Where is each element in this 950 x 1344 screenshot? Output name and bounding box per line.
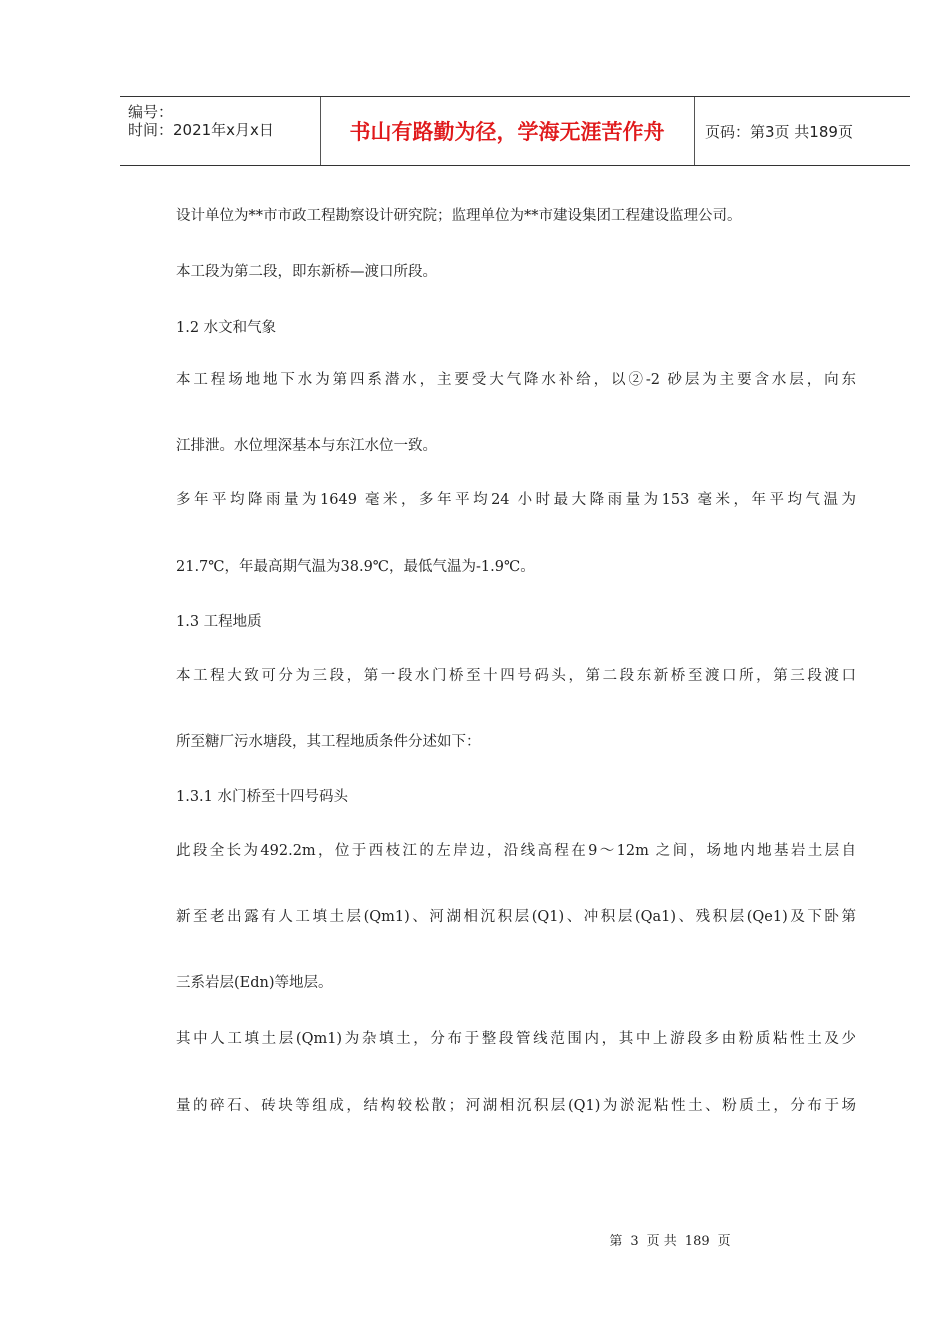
section-heading: 1.2 水文和气象 <box>176 320 277 336</box>
page-footer <box>0 1230 950 1249</box>
body-line: 本工段为第二段，即东新桥—渡口所段。 <box>176 264 437 280</box>
body-line: 新至老出露有人工填土层(Qm1)、河湖相沉积层(Q1)、冲积层(Qa1)、残积层(Qe1)及下卧第 <box>176 909 856 925</box>
body-line: 所至糖厂污水塘段，其工程地质条件分述如下： <box>176 734 481 750</box>
footer-prefix: 第 <box>609 1234 623 1249</box>
body-line: 设计单位为**市市政工程勘察设计研究院；监理单位为**市建设集团工程建设监理公司。 <box>176 208 742 224</box>
page-header <box>120 96 910 166</box>
header-left-cell <box>120 97 321 165</box>
footer-suffix: 页 <box>717 1234 731 1249</box>
section-heading: 1.3 工程地质 <box>176 614 262 630</box>
body-line: 量的碎石、砖块等组成，结构较松散；河湖相沉积层(Q1)为淤泥粘性土、粉质土，分布于场 <box>176 1098 856 1114</box>
document-time-label: 时间：2021年x月x日 <box>128 121 274 139</box>
body-line: 三系岩层(Edn)等地层。 <box>176 975 333 991</box>
body-line: 多年平均降雨量为1649 毫米，多年平均24 小时最大降雨量为153 毫米，年平均气温为 <box>176 492 856 508</box>
header-right-cell <box>695 97 910 165</box>
header-page-info: 页码：第3页 共189页 <box>705 122 853 141</box>
body-line: 其中人工填土层(Qm1)为杂填土，分布于整段管线范围内，其中上游段多由粉质粘性土及少 <box>176 1031 856 1047</box>
subsection-heading: 1.3.1 水门桥至十四号码头 <box>176 789 349 805</box>
header-middle-cell <box>320 97 695 165</box>
footer-middle: 页 共 <box>646 1234 677 1249</box>
body-line: 本工程场地地下水为第四系潜水，主要受大气降水补给，以②-2 砂层为主要含水层，向东 <box>176 372 856 388</box>
footer-page-number: 3 <box>630 1234 639 1249</box>
body-line: 本工程大致可分为三段，第一段水门桥至十四号码头，第二段东新桥至渡口所，第三段渡口 <box>176 668 856 684</box>
header-motto: 书山有路勤为径，学海无涯苦作舟 <box>349 120 665 144</box>
body-line: 江排泄。水位埋深基本与东江水位一致。 <box>176 438 437 454</box>
document-number-label: 编号： <box>128 103 174 121</box>
footer-total-pages: 189 <box>684 1234 710 1249</box>
body-line: 21.7℃，年最高期气温为38.9℃，最低气温为-1.9℃。 <box>176 559 535 575</box>
body-line: 此段全长为492.2m，位于西枝江的左岸边，沿线高程在9～12m 之间，场地内地基岩土层自 <box>176 843 856 859</box>
